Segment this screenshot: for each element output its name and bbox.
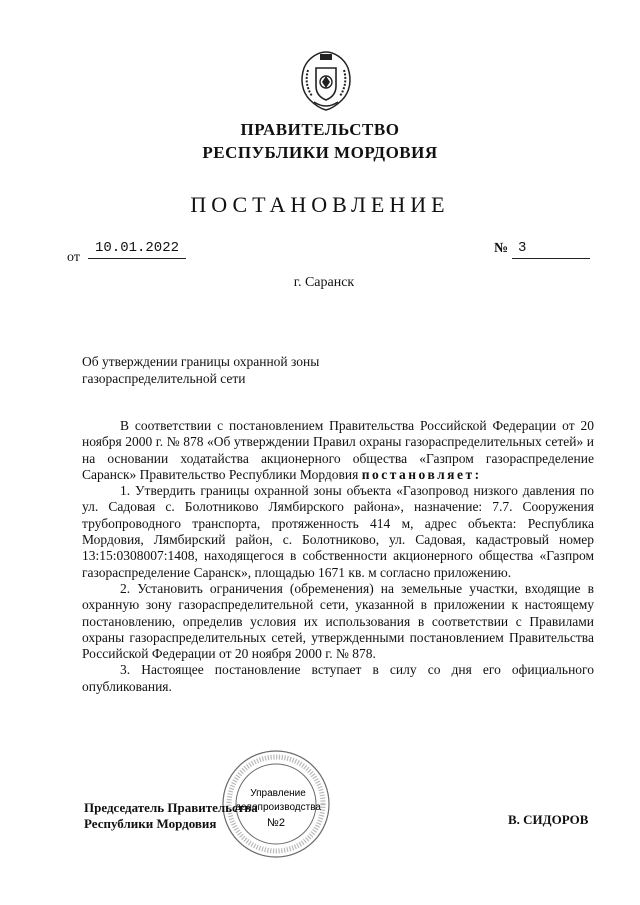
date-prefix: от — [67, 250, 80, 265]
intro-text: В соответствии с постановлением Правительства Российской Федерации от 20 ноября 2000 г. № 878 «Об утверждении Правил охраны газораспределительных сетей» и на основании ходатайства акционерного общества «Газпром газораспределение Саранск» Правительство Республики Мордовия — [82, 418, 594, 482]
intro-paragraph — [82, 418, 594, 483]
signatory-name: В. СИДОРОВ — [508, 812, 589, 827]
item-1: 1. Утвердить границы охранной зоны объекта «Газопровод низкого давления по ул. Садовая с. Болотниково Лямбирского района», назначение: 7.7. Сооружения трубопроводного транспорта, протяженность 414 м, адрес объекта: Республика Мордовия, Лямбирский район, с. Болотниково, ул. Садовая, кадастровый номер 13:15:0308007:1408, находящегося в собственности акционерного общества «Газпром газораспределение Саранск», площадью 1671 кв. м согласно приложению. — [82, 483, 594, 580]
stamp-number: №2 — [267, 817, 285, 829]
item-2: 2. Установить ограничения (обременения) на земельные участки, входящие в охранную зону газораспределительной сети, указанной в приложении к настоящему постановлению, определив условия их использования в соответствии с Правилами охраны газораспределительных сетей, утвержденными постановлением Правительства Российской Федерации от 20 ноября 2000 г. № 878. — [82, 580, 594, 662]
position-line-1: Председатель Правительства — [84, 800, 258, 815]
stamp-line-2: делопроизводства — [234, 802, 322, 813]
item-3: 3. Настоящее постановление вступает в силу со дня его официального опубликования. — [82, 662, 594, 694]
signatory-position — [84, 800, 258, 832]
city: г. Саранск — [293, 275, 355, 290]
issuer-subtitle: РЕСПУБЛИКИ МОРДОВИЯ — [202, 143, 438, 162]
resolves-keyword: постановляет: — [361, 466, 482, 482]
position-line-2: Республики Мордовия — [84, 816, 217, 831]
issuer-title: ПРАВИТЕЛЬСТВО — [240, 120, 400, 139]
document-number: 3 — [512, 240, 590, 259]
document-subject: Об утверждении границы охранной зоны газораспределительной сети — [82, 354, 320, 386]
document-body — [82, 418, 594, 695]
number-prefix: № — [494, 241, 509, 256]
document-type: ПОСТАНОВЛЕНИЕ — [190, 192, 450, 217]
stamp-line-1: Управление — [250, 788, 306, 799]
coat-of-arms-icon — [298, 50, 354, 112]
document-date: 10.01.2022 — [88, 240, 186, 259]
